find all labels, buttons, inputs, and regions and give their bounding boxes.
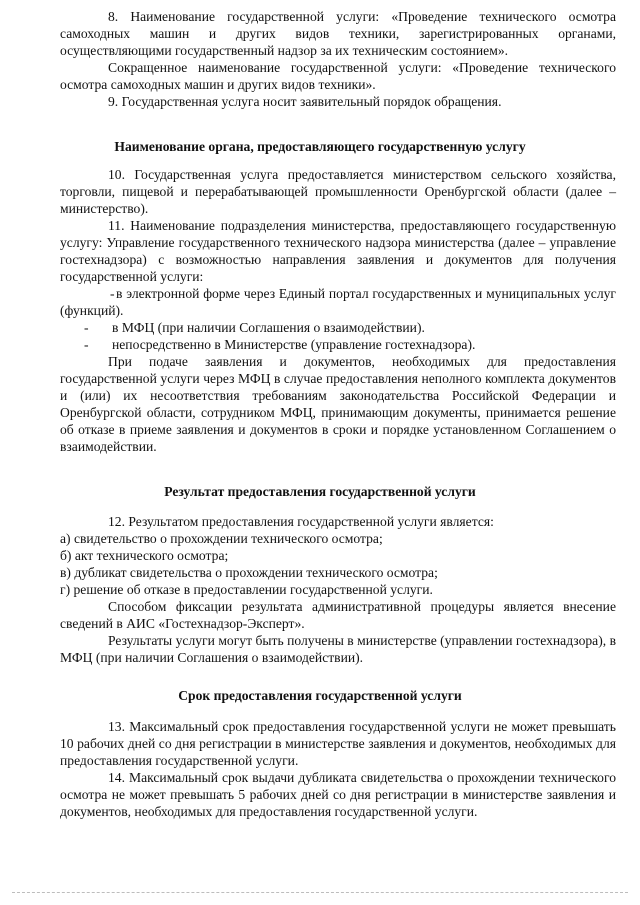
- document-page: 8. Наименование государственной услуги: «Проведение технического осмотра самоходных машин и других видов техники, зарегистрированных органами, осуществляющими государственный надзор за их техническим состоянием». Сокращенное наименование государственной услуги: «Проведение технического осмотра самоходных машин и других видов техники». 9. Государственная услуга носит заявительный порядок обращения. Наименование органа, предоставляющего государственную услугу 10. Государственная услуга предоставляется министерством сельского хозяйства, торговли, пищевой и перерабатывающей промышленности Оренбургской области (далее – министерство). 11. Наименование подразделения министерства, предоставляющего государственную услугу: Управление государственного технического надзора министерства (далее – управление гостехнадзора) с возможностью направления заявления и документов для получения государственной услуги: - в электронной форме через Единый портал государственных и муниципальных услуг (функций). - в МФЦ (при наличии Соглашения о взаимодействии). - непосредственно в Министерстве (управление гостехнадзора). При подаче заявления и документов, необходимых для предоставления государственной услуги через МФЦ в случае предоставления неполного комплекта документов и (или) их несоответствия требованиям законодательства Российской Федерации и Оренбургской области, сотрудником МФЦ, принимающим документы, принимается решение об отказе в приеме заявления и документов в сроки и порядке установленном Соглашением о взаимодействии. Результат предоставления государственной услуги 12. Результатом предоставления государственной услуги является: а) свидетельство о прохождении технического осмотра; б) акт технического осмотра; в) дубликат свидетельства о прохождении технического осмотра; г) решение об отказе в предоставлении государственной услуги. Способом фиксации результата административной процедуры является внесение сведений в АИС «Гостехнадзор-Эксперт». Результаты услуги могут быть получены в министерстве (управлении гостехнадзора), в МФЦ (при наличии Соглашения о взаимодействии). Срок предоставления государственной услуги 13. Максимальный срок предоставления государственной услуги не может превышать 10 рабочих дней со дня регистрации в министерстве заявления и документов, необходимых для предоставления государственной услуги. 14. Максимальный срок выдачи дубликата свидетельства о прохождении технического осмотра не может превышать 5 рабочих дней со дня регистрации в министерстве заявления и документов, необходимых для предоставления государственной услуги.: [0, 0, 640, 905]
- result-item-a: а) свидетельство о прохождении технического осмотра;: [60, 531, 383, 546]
- result-item-d: г) решение об отказе в предоставлении государственной услуги.: [60, 582, 433, 597]
- dash-marker: -: [84, 337, 89, 352]
- section-heading-authority: Наименование органа, предоставляющего государственную услугу: [114, 139, 526, 154]
- section-heading-result: Результат предоставления государственной услуги: [164, 484, 476, 499]
- result-item-c: в) дубликат свидетельства о прохождении технического осмотра;: [60, 565, 438, 580]
- page-bottom-edge: [12, 892, 628, 893]
- paragraph-11: 11. Наименование подразделения министерства, предоставляющего государственную услугу: Управление государственного технического надзора министерства (далее – управление гостехнадзора) с возможностью направления заявления и документов для получения государственной услуги:: [60, 218, 616, 284]
- paragraph-8: 8. Наименование государственной услуги: «Проведение технического осмотра самоходных машин и других видов техники, зарегистрированных органами, осуществляющими государственный надзор за их техническим состоянием».: [60, 9, 616, 58]
- dash-marker: -: [110, 286, 115, 301]
- paragraph-8-short-name: Сокращенное наименование государственной услуги: «Проведение технического осмотра самоходных машин и других видов техники».: [60, 60, 616, 92]
- paragraph-10: 10. Государственная услуга предоставляется министерством сельского хозяйства, торговли, пищевой и перерабатывающей промышленности Оренбургской области (далее – министерство).: [60, 167, 616, 216]
- result-item-b: б) акт технического осмотра;: [60, 548, 229, 563]
- section-heading-term: Срок предоставления государственной услуги: [178, 688, 462, 703]
- paragraph-12-fixation: Способом фиксации результата административной процедуры является внесение сведений в АИС «Гостехнадзор-Эксперт».: [60, 599, 616, 631]
- paragraph-12: 12. Результатом предоставления государственной услуги является:: [108, 514, 494, 529]
- paragraph-11-mfc-refusal: При подаче заявления и документов, необходимых для предоставления государственной услуги через МФЦ в случае предоставления неполного комплекта документов и (или) их несоответствия требованиям законодательства Российской Федерации и Оренбургской области, сотрудником МФЦ, принимающим документы, принимается решение об отказе в приеме заявления и документов в сроки и порядке установленном Соглашением о взаимодействии.: [60, 354, 616, 454]
- paragraph-13: 13. Максимальный срок предоставления государственной услуги не может превышать 10 рабочих дней со дня регистрации в министерстве заявления и документов, необходимых для предоставления государственной услуги.: [60, 719, 616, 768]
- paragraph-12-receipt: Результаты услуги могут быть получены в министерстве (управлении гостехнадзора), в МФЦ (при наличии Соглашения о взаимодействии).: [60, 633, 616, 665]
- dash-marker: -: [84, 320, 89, 335]
- paragraph-9: 9. Государственная услуга носит заявительный порядок обращения.: [108, 94, 502, 109]
- list-item-portal: - в электронной форме через Единый портал государственных и муниципальных услуг (функций).: [60, 286, 616, 318]
- paragraph-14: 14. Максимальный срок выдачи дубликата свидетельства о прохождении технического осмотра не может превышать 5 рабочих дней со дня регистрации в министерстве заявления и документов, необходимых для предоставления государственной услуги.: [60, 770, 616, 819]
